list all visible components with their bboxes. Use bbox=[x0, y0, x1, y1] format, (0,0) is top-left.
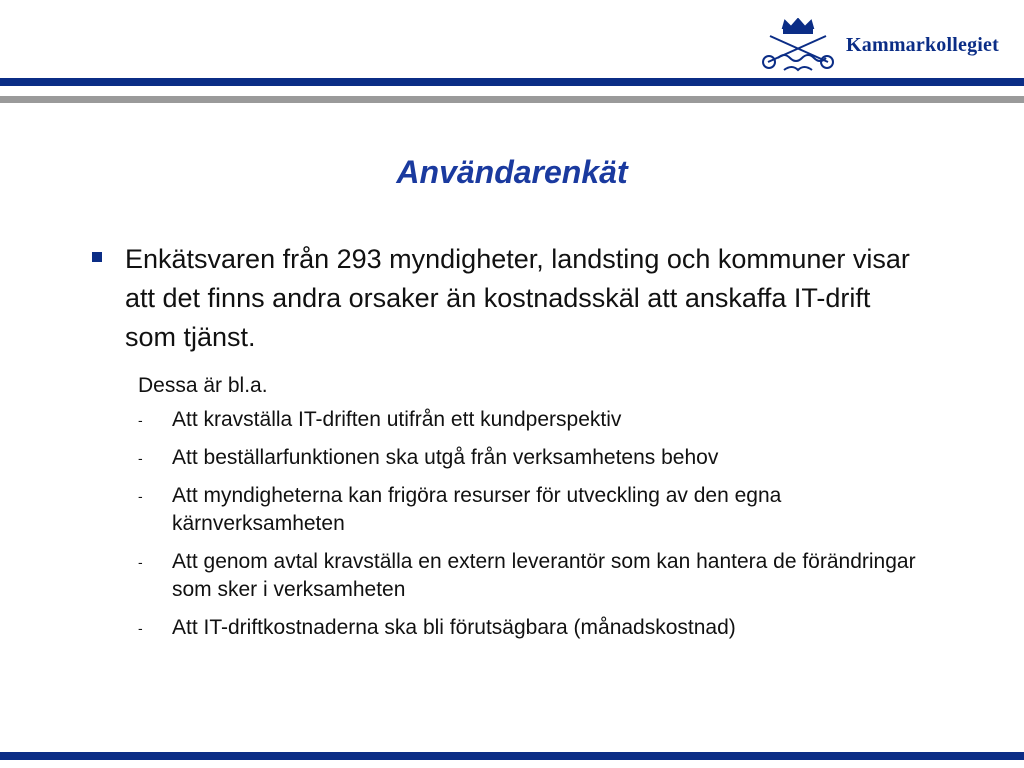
kammarkollegiet-logo bbox=[756, 18, 1008, 74]
sub-bullet-item bbox=[138, 548, 938, 604]
footer-blue-band bbox=[0, 752, 1024, 760]
intro-text: Dessa är bl.a. bbox=[138, 374, 268, 397]
square-bullet-icon bbox=[92, 252, 102, 262]
dash-bullet-icon: - bbox=[138, 620, 143, 636]
sub-bullet-item bbox=[138, 406, 938, 434]
dash-bullet-icon: - bbox=[138, 450, 143, 466]
header-blue-band bbox=[0, 78, 1024, 86]
crown-crossed-keys-icon bbox=[756, 18, 840, 74]
logo-text: Kammarkollegiet bbox=[846, 34, 999, 56]
sub-bullet-list bbox=[138, 406, 938, 652]
sub-bullet-item bbox=[138, 444, 938, 472]
sub-bullet-text: Att genom avtal kravställa en extern leverantör som kan hantera de förändringar som sker i verksamheten bbox=[172, 550, 916, 601]
sub-bullet-text: Att kravställa IT-driften utifrån ett kundperspektiv bbox=[172, 408, 622, 431]
sub-bullet-text: Att beställarfunktionen ska utgå från verksamhetens behov bbox=[172, 446, 719, 469]
dash-bullet-icon: - bbox=[138, 412, 143, 428]
header-gray-band bbox=[0, 96, 1024, 103]
sub-bullet-text: Att IT-driftkostnaderna ska bli förutsägbara (månadskostnad) bbox=[172, 616, 736, 639]
slide-title: Användarenkät bbox=[396, 154, 628, 190]
dash-bullet-icon: - bbox=[138, 554, 143, 570]
sub-bullet-text: Att myndigheterna kan frigöra resurser för utveckling av den egna kärnverksamheten bbox=[172, 484, 782, 535]
dash-bullet-icon: - bbox=[138, 488, 143, 504]
sub-bullet-item bbox=[138, 614, 938, 642]
sub-bullet-item bbox=[138, 482, 938, 538]
main-bullet-text: Enkätsvaren från 293 myndigheter, landsting och kommuner visar att det finns andra orsaker än kostnadsskäl att anskaffa IT-drift som tjänst. bbox=[125, 244, 910, 352]
